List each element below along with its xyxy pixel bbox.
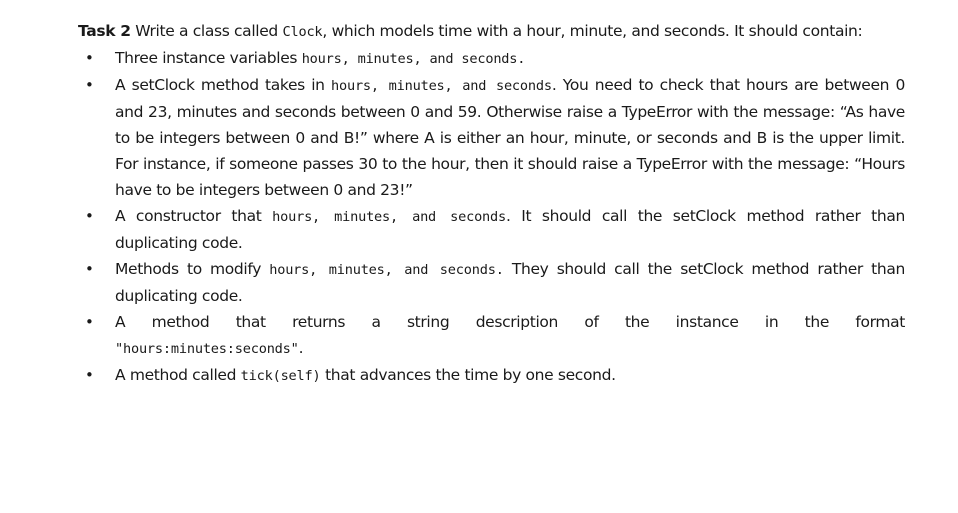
item-text-continued: . — [298, 339, 304, 357]
item-code: hours, minutes, and seconds — [272, 209, 507, 225]
task-intro-text-2: , which models time with a hour, minute, and seconds. It should contain: — [322, 22, 863, 40]
list-item — [78, 45, 905, 72]
item-text-continued: They should call the setClock method rather than duplicating code. — [115, 260, 905, 305]
item-text-continued: that advances the time by one second. — [320, 366, 616, 384]
task-label: Task 2 — [78, 22, 131, 40]
item-code: hours, minutes, and seconds. — [269, 262, 504, 278]
bullet-icon: • — [85, 260, 94, 278]
class-name-code: Clock — [282, 24, 323, 40]
requirements-list — [78, 45, 905, 389]
item-text: A constructor that — [115, 207, 273, 225]
item-text: A method that returns a string description of the instance in the format — [115, 313, 905, 331]
task-document — [78, 18, 905, 389]
bullet-icon: • — [85, 49, 94, 67]
item-text-continued: . It should call the setClock method rather than duplicating code. — [115, 207, 905, 252]
item-text: A method called — [115, 366, 241, 384]
item-text: Methods to modify — [115, 260, 270, 278]
list-item — [78, 362, 905, 389]
task-intro — [78, 18, 905, 45]
list-item — [78, 72, 905, 203]
item-code: tick(self) — [240, 368, 321, 384]
item-text: Three instance variables — [115, 49, 302, 67]
item-code: hours, minutes, and seconds — [331, 78, 552, 94]
item-code: hours, minutes, and seconds. — [301, 51, 526, 67]
list-item — [78, 256, 905, 309]
bullet-icon: • — [85, 207, 94, 225]
item-text-continued: . You need to check that hours are between 0 and 23, minutes and seconds between 0 and 59. Otherwise raise a TypeError with the message: “As have to be integers between 0 and B!” where A is either an hour, minute, or seconds and B is the upper limit. For instance, if someone passes 30 to the hour, then it should raise a TypeError with the message: “Hours have to be integers between 0 and 23!” — [115, 76, 905, 199]
bullet-icon: • — [85, 366, 94, 384]
item-tail — [115, 335, 905, 362]
task-intro-text-1: Write a class called — [130, 22, 283, 40]
list-item — [78, 203, 905, 256]
item-code: "hours:minutes:seconds" — [115, 341, 299, 357]
item-text: A setClock method takes in — [115, 76, 331, 94]
bullet-icon: • — [85, 76, 94, 94]
bullet-icon: • — [85, 313, 94, 331]
list-item — [78, 309, 905, 362]
